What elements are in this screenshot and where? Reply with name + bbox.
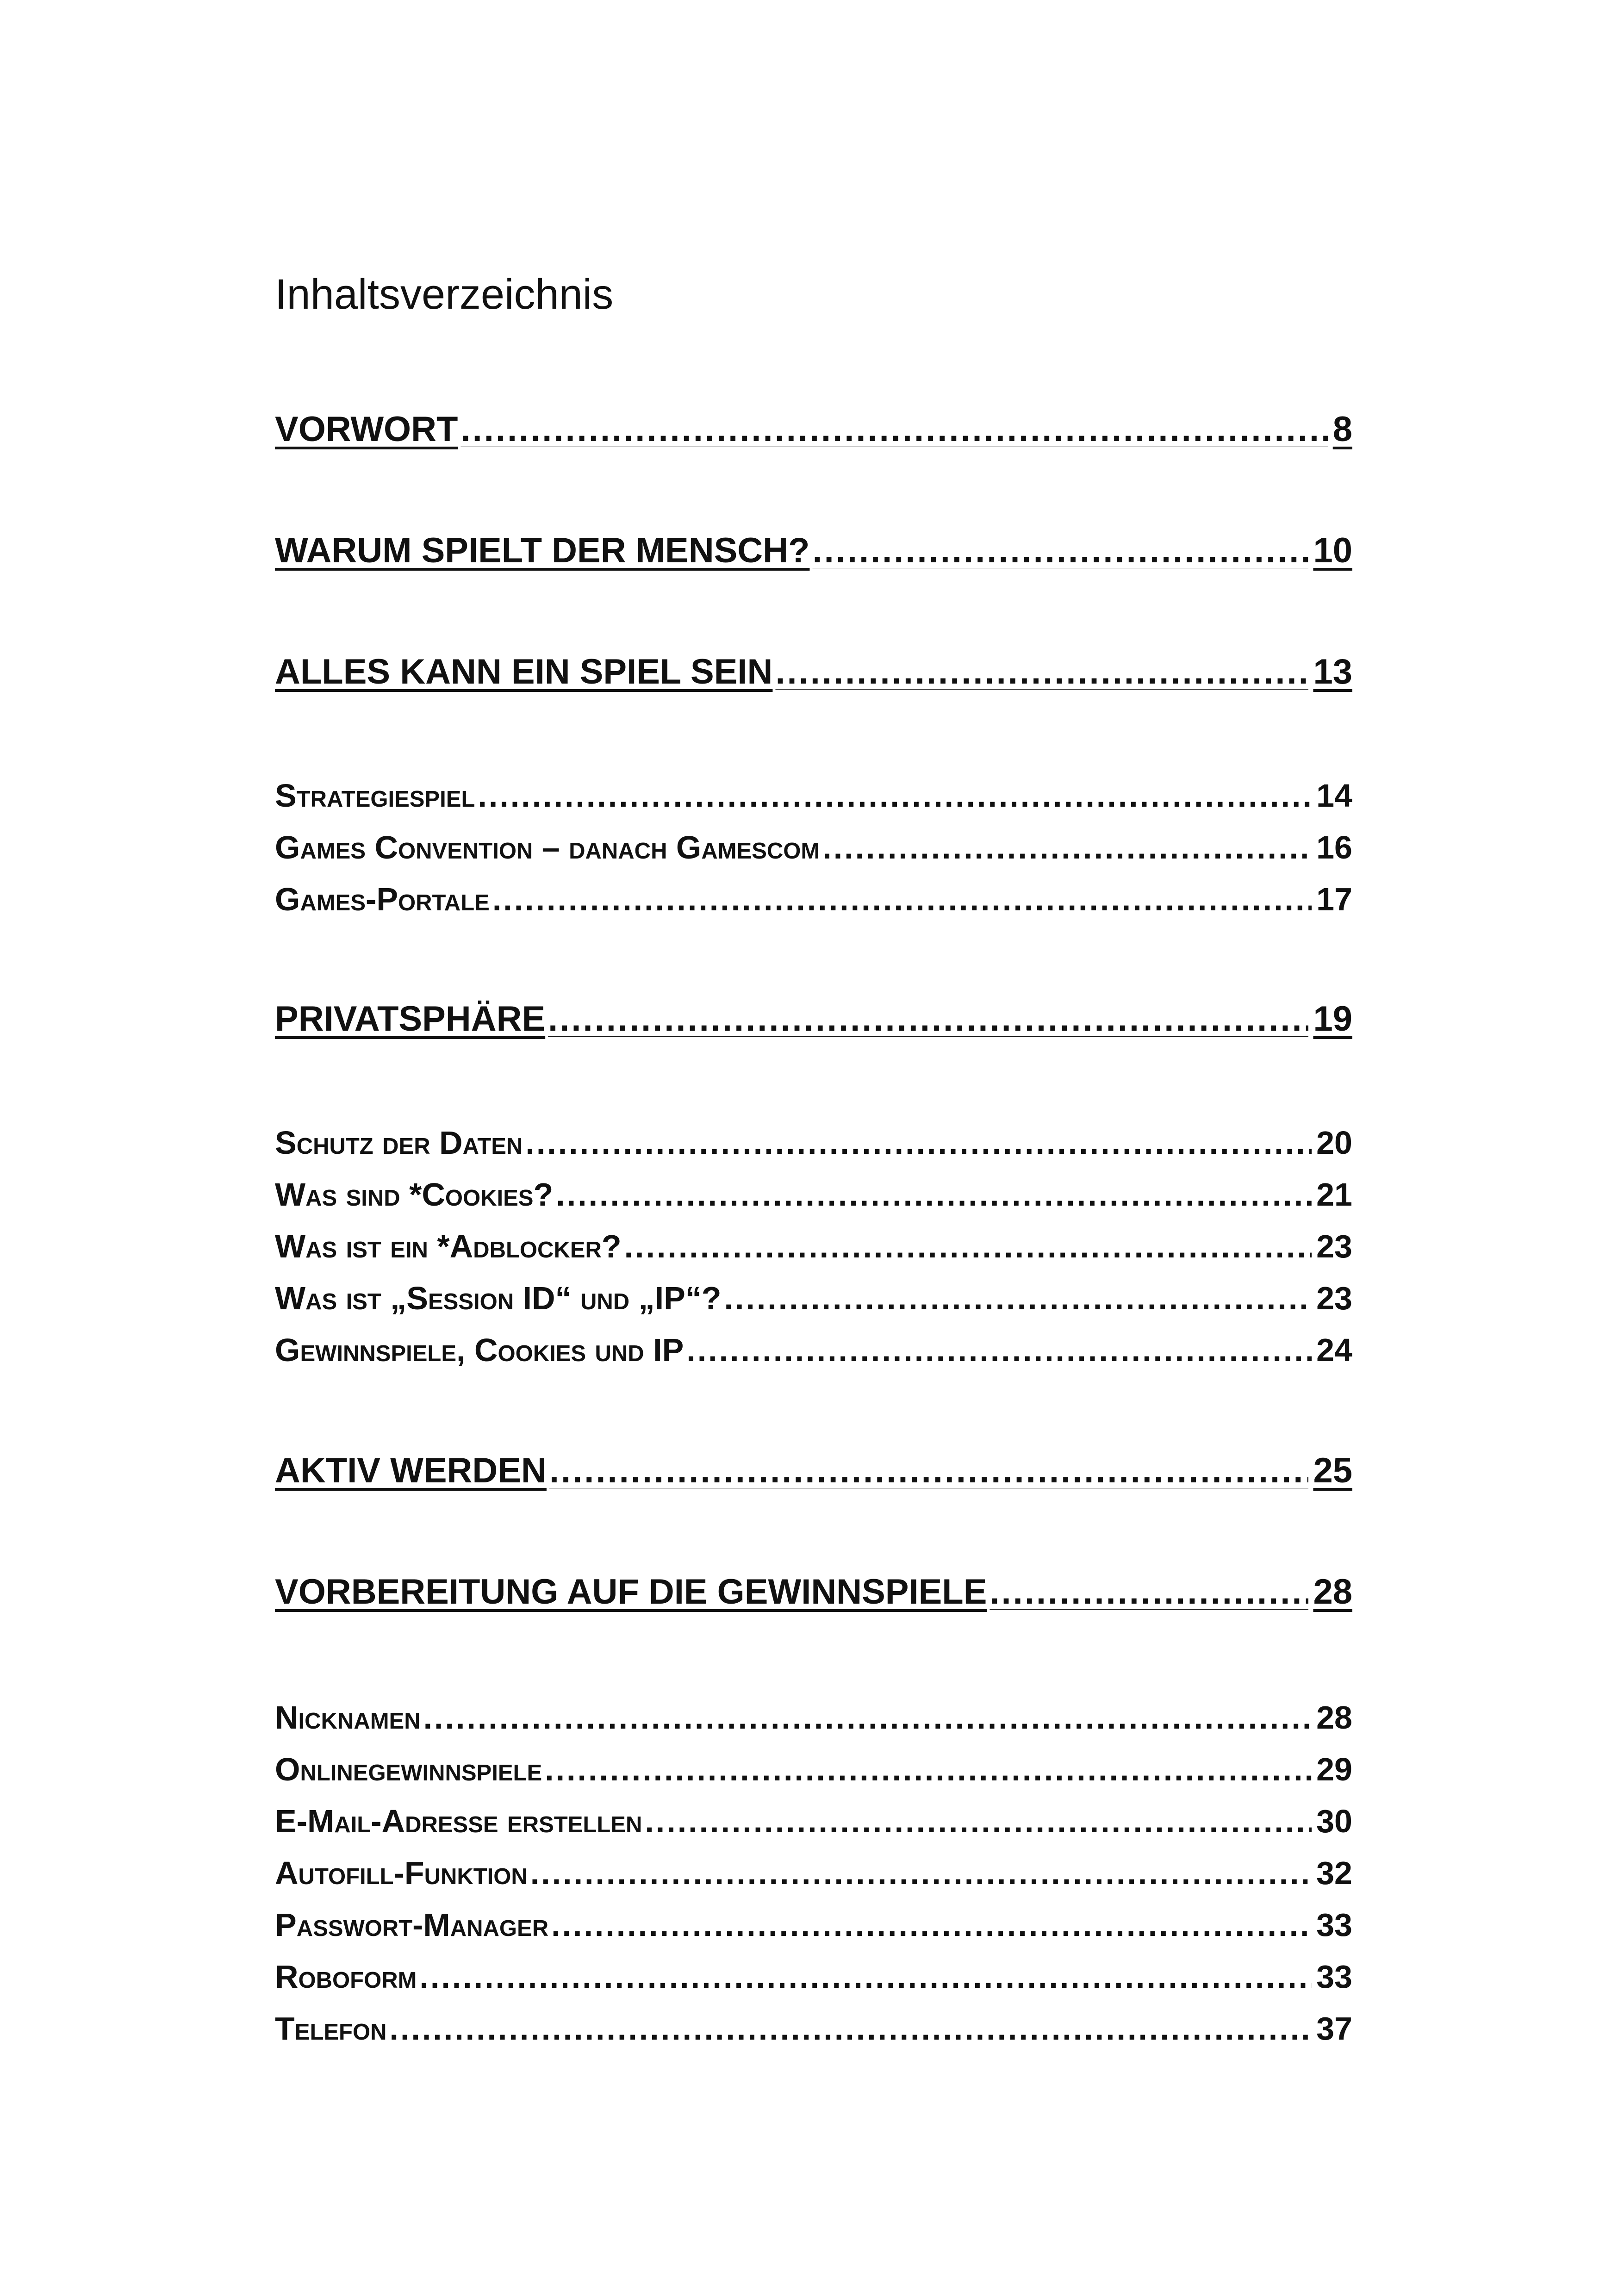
toc-entry-page: 23 xyxy=(1316,1228,1352,1264)
toc-entry-label: Nicknamen xyxy=(275,1699,421,1736)
toc-entry-page: 28 xyxy=(1313,1572,1352,1612)
leader-dots xyxy=(525,1126,1312,1159)
toc-entry-page: 17 xyxy=(1316,881,1352,917)
toc-entry-label: Telefon xyxy=(275,2010,387,2047)
toc-entry-nicknamen[interactable] xyxy=(275,1701,1352,1734)
toc-entry-label: Passwort-Manager xyxy=(275,1907,549,1943)
toc-entry-schutz-der-daten[interactable] xyxy=(275,1126,1352,1159)
toc-entry-roboform[interactable] xyxy=(275,1960,1352,1993)
toc-entry-label: Games Convention – danach Gamescom xyxy=(275,829,820,865)
toc-entry-page: 23 xyxy=(1316,1280,1352,1316)
toc-entry-page: 10 xyxy=(1313,531,1352,570)
toc-entry-alles-kann-ein-spiel-sein[interactable] xyxy=(275,654,1352,690)
toc-entry-passwort-manager[interactable] xyxy=(275,1909,1352,1941)
toc-entry-label: Was sind *Cookies? xyxy=(275,1176,554,1213)
leader-dots xyxy=(530,1857,1312,1889)
leader-dots xyxy=(989,1574,1308,1610)
toc-entry-label: Gewinnspiele, Cookies und IP xyxy=(275,1332,684,1368)
toc-entry-strategiespiel[interactable] xyxy=(275,779,1352,812)
toc-entry-page: 19 xyxy=(1313,999,1352,1039)
leader-dots xyxy=(645,1805,1312,1837)
toc-entry-label: Schutz der Daten xyxy=(275,1125,523,1161)
toc-entry-page: 16 xyxy=(1316,829,1352,865)
toc-entry-privatsphaere[interactable] xyxy=(275,999,1352,1039)
toc-entry-gewinnspiele-cookies-und-ip[interactable] xyxy=(275,1334,1352,1366)
toc-entry-label: Onlinegewinnspiele xyxy=(275,1751,542,1787)
toc-entry-was-ist-session-id-und-ip[interactable] xyxy=(275,1282,1352,1314)
toc-heading: Inhaltsverzeichnis xyxy=(275,271,614,318)
toc-entry-games-convention[interactable] xyxy=(275,831,1352,864)
leader-dots xyxy=(478,779,1312,812)
leader-dots xyxy=(390,2012,1312,2045)
leader-dots xyxy=(556,1178,1312,1211)
leader-dots xyxy=(724,1282,1312,1314)
toc-entry-label: E-Mail-Adresse erstellen xyxy=(275,1803,642,1839)
toc-entry-aktiv-werden[interactable] xyxy=(275,1453,1352,1488)
toc-entry-vorbereitung-auf-die-gewinnspiele[interactable] xyxy=(275,1574,1352,1610)
toc-entry-page: 24 xyxy=(1316,1332,1352,1368)
toc-entry-page: 21 xyxy=(1316,1176,1352,1213)
leader-dots xyxy=(624,1230,1312,1263)
toc-entry-was-ist-ein-adblocker[interactable] xyxy=(275,1230,1352,1263)
toc-entry-page: 20 xyxy=(1316,1125,1352,1161)
leader-dots xyxy=(492,883,1312,915)
toc-entry-label: VORBEREITUNG AUF DIE GEWINNSPIELE xyxy=(275,1572,987,1612)
leader-dots xyxy=(423,1701,1312,1734)
toc-entry-page: 13 xyxy=(1313,652,1352,691)
toc-entry-telefon[interactable] xyxy=(275,2012,1352,2045)
leader-dots xyxy=(812,533,1308,568)
toc-entry-page: 14 xyxy=(1316,778,1352,814)
toc-entry-autofill-funktion[interactable] xyxy=(275,1857,1352,1889)
toc-entry-label: VORWORT xyxy=(275,410,458,449)
toc-entry-page: 8 xyxy=(1332,410,1352,449)
toc-entry-label: Games-Portale xyxy=(275,881,490,917)
toc-entry-page: 29 xyxy=(1316,1751,1352,1787)
toc-entry-e-mail-adresse-erstellen[interactable] xyxy=(275,1805,1352,1837)
leader-dots xyxy=(775,654,1308,690)
toc-entry-label: ALLES KANN EIN SPIEL SEIN xyxy=(275,652,773,691)
toc-entry-was-sind-cookies[interactable] xyxy=(275,1178,1352,1211)
toc-entry-label: Was ist ein *Adblocker? xyxy=(275,1228,622,1264)
leader-dots xyxy=(822,831,1312,864)
toc-entry-label: Autofill-Funktion xyxy=(275,1855,528,1891)
toc-entry-page: 30 xyxy=(1316,1803,1352,1839)
leader-dots xyxy=(461,412,1328,447)
toc-entry-games-portale[interactable] xyxy=(275,883,1352,915)
toc-entry-page: 33 xyxy=(1316,1959,1352,1995)
leader-dots xyxy=(549,1453,1309,1488)
toc-entry-page: 28 xyxy=(1316,1699,1352,1736)
leader-dots xyxy=(548,1002,1308,1037)
toc-entry-onlinegewinnspiele[interactable] xyxy=(275,1753,1352,1786)
leader-dots xyxy=(419,1960,1312,1993)
toc-entry-page: 32 xyxy=(1316,1855,1352,1891)
leader-dots xyxy=(686,1334,1312,1366)
toc-entry-label: PRIVATSPHÄRE xyxy=(275,999,546,1039)
leader-dots xyxy=(545,1753,1312,1786)
toc-entry-vorwort[interactable] xyxy=(275,412,1352,447)
toc-entry-label: Roboform xyxy=(275,1959,417,1995)
toc-entry-warum-spielt-der-mensch[interactable] xyxy=(275,533,1352,568)
toc-entry-page: 37 xyxy=(1316,2010,1352,2047)
toc-entry-label: AKTIV WERDEN xyxy=(275,1451,547,1490)
toc-entry-page: 25 xyxy=(1313,1451,1352,1490)
toc-entry-label: Was ist „Session ID“ und „IP“? xyxy=(275,1280,722,1316)
leader-dots xyxy=(551,1909,1312,1941)
toc-entry-label: Strategiespiel xyxy=(275,778,475,814)
toc-entry-page: 33 xyxy=(1316,1907,1352,1943)
toc-entry-label: WARUM SPIELT DER MENSCH? xyxy=(275,531,810,570)
